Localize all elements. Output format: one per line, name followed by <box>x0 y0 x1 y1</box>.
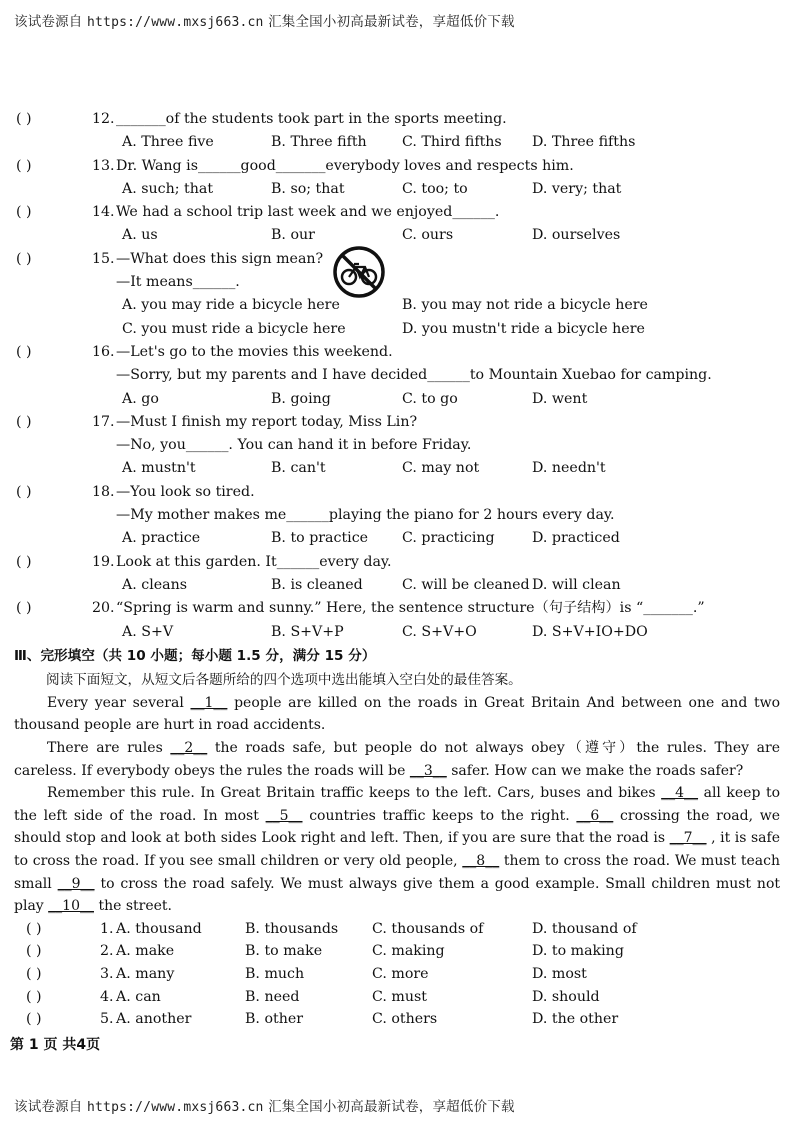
cloze-blank[interactable]: __7__ <box>669 830 707 847</box>
question-number: 3. <box>100 965 114 982</box>
question-number: 15. <box>92 250 115 267</box>
cloze-question-row <box>0 940 794 963</box>
options-row <box>0 527 794 550</box>
question-row-continued <box>0 434 794 457</box>
option[interactable]: C. to go <box>402 390 458 407</box>
answer-blank[interactable]: ( ) <box>16 483 32 500</box>
question-row-continued <box>0 271 794 294</box>
question-stem-line2: —Sorry, but my parents and I have decided______to Mountain Xuebao for camping. <box>116 367 712 384</box>
question-number: 14. <box>92 204 115 221</box>
question-stem: _______of the students took part in the sports meeting. <box>116 111 507 127</box>
option[interactable]: A. make <box>116 943 175 960</box>
question-stem: —What does this sign mean? <box>116 250 324 267</box>
question-number: 1. <box>100 920 114 937</box>
source-footer: 该试卷源自 https://www.mxsj663.cn 汇集全国小初高最新试卷，享超低价下载 <box>14 1099 515 1115</box>
passage-text: to cross the road safely. We must always give them a good example. Small children must not play <box>14 875 781 915</box>
option[interactable]: B. so; that <box>271 180 345 197</box>
passage-text: people are killed on the roads in Great Britain And between one and two thousand people are hurt in road accidents. <box>14 694 780 734</box>
question-row <box>0 341 794 364</box>
passage-text: crossing the road, we should stop and look at both sides Look right and left. Then, if you are sure that the road is <box>14 807 781 847</box>
cloze-blank[interactable]: __8__ <box>462 852 500 869</box>
question-stem: —Must I finish my report today, Miss Lin? <box>116 413 418 430</box>
question-number: 18. <box>92 483 115 500</box>
option[interactable]: D. ourselves <box>532 227 621 244</box>
answer-blank[interactable]: ( ) <box>16 553 32 570</box>
passage-text: all keep to the left side of the road. In most <box>14 785 781 824</box>
passage-text: safer. How can we make the roads safer? <box>451 762 744 779</box>
cloze-blank[interactable]: __6__ <box>576 807 614 824</box>
page-number: 第 1 页 共4页 <box>10 1037 101 1053</box>
option[interactable]: A. many <box>116 965 175 982</box>
passage-text: Remember this rule. In Great Britain traffic keeps to the left. Cars, buses and bikes <box>47 785 656 802</box>
cloze-passage <box>0 692 794 918</box>
passage-paragraph <box>0 737 794 782</box>
passage-paragraph <box>0 692 794 737</box>
option[interactable]: C. more <box>372 965 429 982</box>
options-row <box>0 621 794 644</box>
question-number: 4. <box>100 988 114 1005</box>
option[interactable]: D. thousand of <box>532 920 637 937</box>
passage-text: them to cross the road. We must teach small <box>14 852 780 892</box>
option[interactable]: D. the other <box>532 1011 619 1028</box>
cloze-question-row <box>0 918 794 941</box>
option[interactable]: C. ours <box>402 227 454 244</box>
question-stem-line2: —It means______. <box>116 274 240 291</box>
question-number: 20. <box>92 600 115 617</box>
options-row <box>0 318 794 341</box>
option[interactable]: C. others <box>372 1011 438 1028</box>
answer-blank[interactable]: ( ) <box>16 413 32 430</box>
passage-text: countries traffic keeps to the right. <box>309 807 570 824</box>
passage-text: the roads safe, but people do not always obey（遵守）the rules. They are careless. If everybody obeys the rules the roads will be <box>14 740 780 779</box>
passage-paragraph <box>0 782 794 918</box>
cloze-blank[interactable]: __9__ <box>57 875 95 892</box>
option[interactable]: A. us <box>122 227 158 244</box>
question-row <box>0 155 794 178</box>
answer-blank[interactable]: ( ) <box>16 204 32 221</box>
exam-content <box>0 108 794 1031</box>
question-stem: Look at this garden. It______every day. <box>116 553 392 570</box>
cloze-blank[interactable]: __10__ <box>48 898 94 915</box>
cloze-questions <box>0 918 794 1031</box>
answer-blank[interactable]: ( ) <box>16 111 32 127</box>
question-row-continued <box>0 364 794 387</box>
option[interactable]: B. our <box>271 227 315 244</box>
question-number: 19. <box>92 553 115 570</box>
option[interactable]: C. S+V+O <box>402 623 477 640</box>
option[interactable]: D. to making <box>532 943 624 960</box>
option[interactable]: A. S+V <box>122 623 174 640</box>
question-row <box>0 551 794 574</box>
question-stem-line2: —My mother makes me______playing the piano for 2 hours every day. <box>116 507 615 524</box>
cloze-question-row <box>0 986 794 1009</box>
answer-blank[interactable]: ( ) <box>26 943 42 960</box>
cloze-blank[interactable]: __3__ <box>409 762 447 779</box>
question-stem: —Let's go to the movies this weekend. <box>116 343 393 360</box>
option[interactable]: C. you must ride a bicycle here <box>122 320 346 337</box>
option[interactable]: A. you may ride a bicycle here <box>122 297 340 314</box>
cloze-question-row <box>0 963 794 986</box>
option[interactable]: A. Three five <box>122 134 214 151</box>
answer-blank[interactable]: ( ) <box>26 1011 42 1028</box>
answer-blank[interactable]: ( ) <box>16 343 32 360</box>
option[interactable]: D. S+V+IO+DO <box>532 623 648 640</box>
question-row <box>0 597 794 620</box>
option[interactable]: D. you mustn't ride a bicycle here <box>402 320 645 337</box>
answer-blank[interactable]: ( ) <box>16 250 32 267</box>
answer-blank[interactable]: ( ) <box>26 988 42 1005</box>
option[interactable]: C. too; to <box>402 180 468 197</box>
answer-blank[interactable]: ( ) <box>26 920 42 937</box>
question-row-continued <box>0 504 794 527</box>
question-stem: Dr. Wang is______good_______everybody loves and respects him. <box>116 157 574 174</box>
option[interactable]: D. very; that <box>532 180 622 197</box>
question-number: 12. <box>92 111 115 127</box>
passage-text: the street. <box>98 898 172 915</box>
option[interactable]: B. thousands <box>245 920 339 937</box>
option[interactable]: D. should <box>532 988 600 1005</box>
option[interactable]: D. Three fifths <box>532 134 636 151</box>
question-number: 5. <box>100 1011 114 1028</box>
cloze-blank[interactable]: __2__ <box>170 740 208 757</box>
cloze-blank[interactable]: __1__ <box>190 694 228 711</box>
option[interactable]: B. need <box>245 988 300 1005</box>
option[interactable]: A. go <box>122 390 159 407</box>
question-number: 2. <box>100 943 114 960</box>
options-row <box>0 178 794 201</box>
option[interactable]: A. another <box>116 1011 192 1028</box>
option[interactable]: C. Third fifths <box>402 134 502 151</box>
option[interactable]: A. thousand <box>116 920 202 937</box>
question-number: 17. <box>92 413 115 430</box>
section-title: Ⅲ、完形填空（共 10 小题；每小题 1.5 分，满分 15 分） <box>14 647 376 664</box>
question-stem: We had a school trip last week and we enjoyed______. <box>116 204 500 221</box>
option[interactable]: B. you may not ride a bicycle here <box>402 297 648 314</box>
option[interactable]: B. going <box>271 390 331 407</box>
option[interactable]: C. will be cleaned <box>402 576 530 593</box>
option[interactable]: B. other <box>245 1011 304 1028</box>
source-url[interactable]: https://www.mxsj663.cn <box>87 15 264 30</box>
options-row <box>0 574 794 597</box>
question-number: 13. <box>92 157 115 174</box>
question-row <box>0 248 794 271</box>
no-bicycle-sign-icon <box>332 245 386 299</box>
question-row <box>0 108 794 131</box>
cloze-blank[interactable]: __4__ <box>661 785 699 802</box>
option[interactable]: A. such; that <box>122 180 214 197</box>
option[interactable]: D. practiced <box>532 530 620 547</box>
option[interactable]: D. went <box>532 390 588 407</box>
section-instruction: 阅读下面短文，从短文后各题所给的四个选项中选出能填入空白处的最佳答案。 <box>46 671 522 688</box>
option[interactable]: C. thousands of <box>372 920 484 937</box>
option[interactable]: C. must <box>372 988 427 1005</box>
option[interactable]: A. can <box>116 988 161 1005</box>
option[interactable]: B. much <box>245 965 305 982</box>
question-stem-line2: —No, you______. You can hand it in before Friday. <box>116 437 472 454</box>
options-row <box>0 224 794 247</box>
option[interactable]: D. needn't <box>532 460 606 477</box>
option[interactable]: A. mustn't <box>122 460 196 477</box>
question-row <box>0 201 794 224</box>
option[interactable]: D. will clean <box>532 576 621 593</box>
options-row <box>0 131 794 154</box>
option[interactable]: A. practice <box>122 530 201 547</box>
answer-blank[interactable]: ( ) <box>16 157 32 174</box>
passage-text: Every year several <box>47 694 184 711</box>
source-header: 该试卷源自 https://www.mxsj663.cn 汇集全国小初高最新试卷，享超低价下载 <box>14 14 515 30</box>
source-url-footer[interactable]: https://www.mxsj663.cn <box>87 1100 264 1115</box>
options-row <box>0 294 794 317</box>
option[interactable]: B. S+V+P <box>271 623 344 640</box>
option[interactable]: B. is cleaned <box>271 576 363 593</box>
question-number: 16. <box>92 343 115 360</box>
option[interactable]: C. making <box>372 943 445 960</box>
option[interactable]: B. to make <box>245 943 323 960</box>
option[interactable]: D. most <box>532 965 587 982</box>
option[interactable]: B. Three fifth <box>271 134 367 151</box>
answer-blank[interactable]: ( ) <box>26 965 42 982</box>
answer-blank[interactable]: ( ) <box>16 600 32 617</box>
cloze-question-row <box>0 1008 794 1031</box>
option[interactable]: C. may not <box>402 460 480 477</box>
option[interactable]: B. can't <box>271 460 326 477</box>
options-row <box>0 388 794 411</box>
multiple-choice-questions <box>0 108 794 644</box>
option[interactable]: B. to practice <box>271 530 369 547</box>
options-row <box>0 457 794 480</box>
cloze-blank[interactable]: __5__ <box>265 807 303 824</box>
option[interactable]: C. practicing <box>402 530 495 547</box>
question-stem: “Spring is warm and sunny.” Here, the sentence structure（句子结构）is “_______.” <box>116 600 705 617</box>
passage-text: There are rules <box>47 740 163 757</box>
passage-text: , it is safe to cross the road. If you see small children or very old people, <box>14 830 780 869</box>
question-row <box>0 411 794 434</box>
question-row <box>0 481 794 504</box>
option[interactable]: A. cleans <box>122 576 188 593</box>
question-stem: —You look so tired. <box>116 483 255 500</box>
